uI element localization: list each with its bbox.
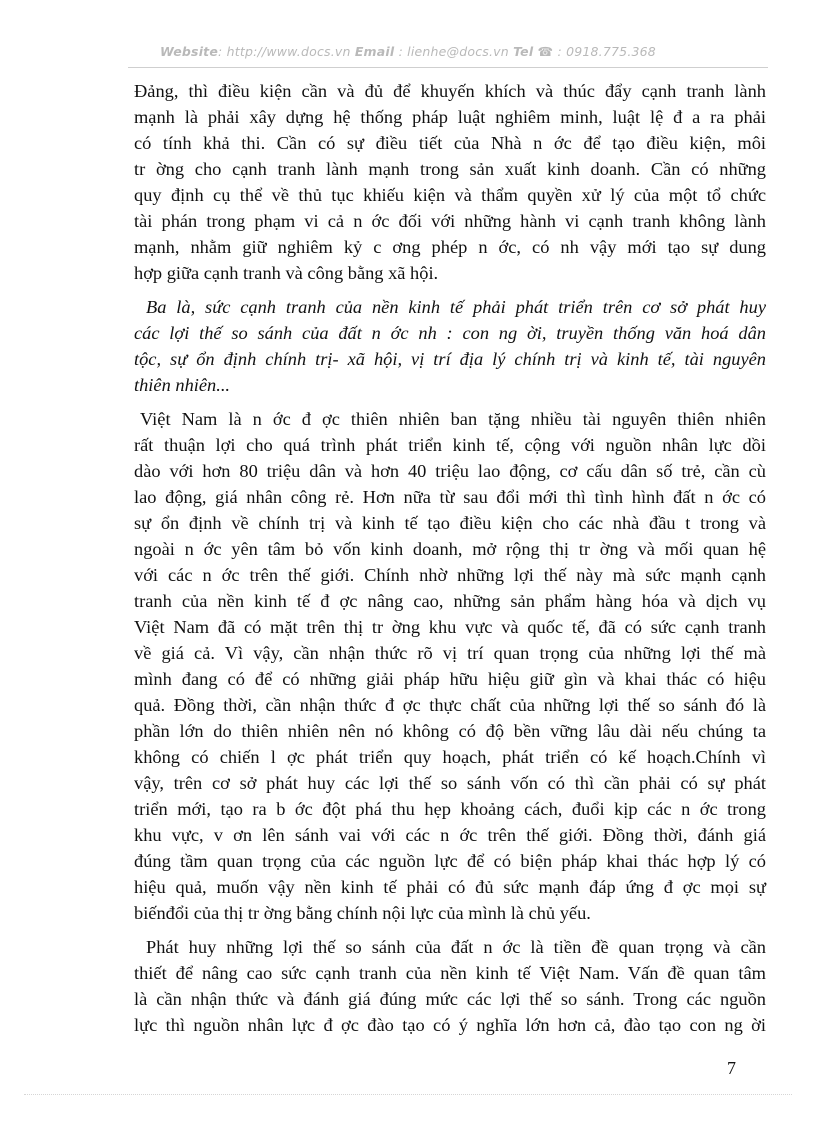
text-line: ngoài n ớc yên tâm bỏ vốn kinh doanh, mở rộng thị tr ờng và mối quan hệ [134, 539, 766, 559]
text-line: các lợi thế so sánh của đất n ớc nh : con ng ời, truyền thống văn hoá dân [134, 323, 766, 343]
text-line: quả. Đồng thời, cần nhận thức đ ợc thực chất của những lợi thế so sánh đó là [134, 695, 766, 715]
text-line: vậy, trên cơ sở phát huy các lợi thế so sánh vốn có thì cần phải có sự phát [134, 773, 766, 793]
tel-label: Tel [513, 44, 534, 59]
text-line: tộc, sự ổn định chính trị- xã hội, vị trí địa lý chính trị và kinh tế, tài nguyên [134, 349, 766, 369]
text-line: Việt Nam là n ớc đ ợc thiên nhiên ban tặng nhiều tài nguyên thiên nhiên [140, 409, 766, 429]
text-line: Phát huy những lợi thế so sánh của đất n ớc là tiền đề quan trọng và cần [146, 937, 766, 957]
phone-icon: ☎ [537, 44, 554, 59]
text-line: dào với hơn 80 triệu dân và hơn 40 triệu lao động, cơ cấu dân số trẻ, cần cù [134, 461, 766, 481]
email-label: Email [354, 44, 395, 59]
page-number: 7 [727, 1058, 736, 1078]
text-line: Việt Nam đã có mặt trên thị tr ờng khu vực và quốc tế, đã có sức cạnh tranh [134, 617, 766, 637]
document-body [134, 78, 766, 1038]
text-line: mạnh, nhằm giữ nghiêm kỷ c ơng phép n ớc, có nh vậy mới tạo sự dung [134, 237, 766, 257]
paragraph-2 [134, 294, 766, 398]
text-line: thiên nhiên... [134, 375, 231, 395]
text-line: tranh của nền kinh tế đ ợc nâng cao, những sản phẩm hàng hóa và dịch vụ [134, 591, 766, 611]
text-line: là cần nhận thức và đánh giá đúng mức các lợi thế so sánh. Trong các nguồn [134, 989, 766, 1009]
tel-value: : 0918.775.368 [553, 44, 656, 59]
text-line: có tính khả thi. Cần có sự điều tiết của Nhà n ớc để tạo điều kiện, môi [134, 133, 766, 153]
text-line: rất thuận lợi cho quá trình phát triển kinh tế, cộng với nguồn nhân lực dồi [134, 435, 766, 455]
website-value: : http://www.docs.vn [218, 44, 355, 59]
website-label: Website [160, 44, 219, 59]
text-line: triển mới, tạo ra b ớc đột phá thu hẹp khoảng cách, đuổi kịp các n ớc trong [134, 799, 766, 819]
header-rule [128, 67, 768, 68]
text-line: lao động, giá nhân công rẻ. Hơn nữa từ sau đổi mới thì tình hình đất n ớc có [134, 487, 766, 507]
text-line: hiệu quả, muốn vậy nền kinh tế phải có đủ sức mạnh đáp ứng đ ợc mọi sự [134, 877, 766, 897]
text-line: không có chiến l ợc phát triển quy hoạch, phát triển có kế hoạch.Chính vì [134, 747, 766, 767]
text-line: thiết để nâng cao sức cạnh tranh của nền kinh tế Việt Nam. Vấn đề quan tâm [134, 963, 766, 983]
text-line: hợp giữa cạnh tranh và công bằng xã hội. [134, 263, 439, 283]
text-line: Đảng, thì điều kiện cần và đủ để khuyến khích và thúc đẩy cạnh tranh lành [134, 81, 766, 101]
text-line: với các n ớc trên thế giới. Chính nhờ những lợi thế này mà sức mạnh cạnh [134, 565, 766, 585]
text-line: mạnh là phải xây dựng hệ thống pháp luật nghiêm minh, luật lệ đ a ra phải [134, 107, 766, 127]
footer-rule [24, 1094, 792, 1095]
text-line: đúng tầm quan trọng của các nguồn lực để có biện pháp khai thác hợp lý có [134, 851, 766, 871]
paragraph-4 [134, 934, 766, 1038]
paragraph-3 [134, 406, 766, 926]
text-line: Ba là, sức cạnh tranh của nền kinh tế phải phát triển trên cơ sở phát huy [146, 297, 766, 317]
text-line: lực thì nguồn nhân lực đ ợc đào tạo có ý nghĩa lớn hơn cả, đào tạo con ng ời [134, 1015, 766, 1035]
text-line: phần lớn do thiên nhiên nên nó không có độ bền vững lâu dài nếu chúng ta [134, 721, 766, 741]
text-line: tr ờng cho cạnh tranh lành mạnh trong sản xuất kinh doanh. Cần có những [134, 159, 766, 179]
text-line: tài phán trong phạm vi cả n ớc đối với những hành vi cạnh tranh không lành [134, 211, 766, 231]
text-line: sự ổn định về chính trị và kinh tế tạo điều kiện cho các nhà đầu t trong và [134, 513, 766, 533]
paragraph-1 [134, 78, 766, 286]
text-line: mình đang có để có những giải pháp hữu hiệu giữ gìn và khai thác có hiệu [134, 669, 766, 689]
page-header [0, 44, 816, 59]
text-line: về giá cả. Vì vậy, cần nhận thức rõ vị trí quan trọng của những lợi thế mà [134, 643, 766, 663]
email-value: : lienhe@docs.vn [394, 44, 514, 59]
text-line: khu vực, v ơn lên sánh vai với các n ớc trên thế giới. Đồng thời, đánh giá [134, 825, 766, 845]
text-line: quy định cụ thể về thủ tục khiếu kiện và thẩm quyền xử lý của một tổ chức [134, 185, 766, 205]
text-line: biếnđổi của thị tr ờng bằng chính nội lực của mình là chủ yếu. [134, 903, 591, 923]
